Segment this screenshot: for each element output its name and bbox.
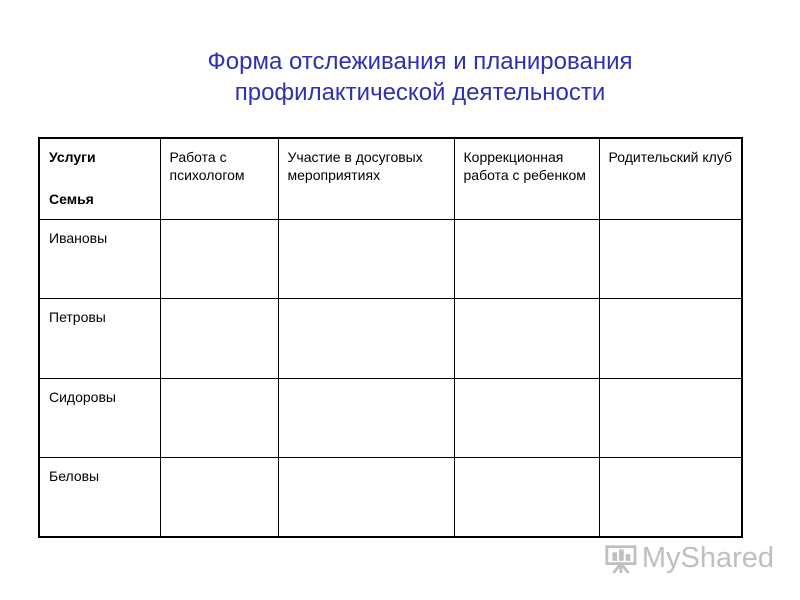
table-row <box>39 219 742 298</box>
column-header-correctional-work: Коррекционная работа с ребенком <box>454 138 599 219</box>
table-row <box>39 299 742 378</box>
table-cell <box>160 378 278 457</box>
column-header-psychologist: Работа с психологом <box>160 138 278 219</box>
table-cell <box>599 299 742 378</box>
table-cell <box>599 378 742 457</box>
table-cell <box>454 299 599 378</box>
family-label: Семья <box>49 191 94 207</box>
table-cell <box>160 299 278 378</box>
title-line-1: Форма отслеживания и планирования <box>207 48 633 75</box>
table-cell <box>160 219 278 298</box>
corner-header-cell <box>39 138 160 219</box>
family-name-cell: Сидоровы <box>39 378 160 457</box>
table-cell <box>454 458 599 537</box>
table-cell <box>278 378 454 457</box>
watermark-text: MyShared <box>641 541 774 574</box>
column-header-parent-club: Родительский клуб <box>599 138 742 219</box>
page-title <box>120 46 720 108</box>
table-row <box>39 458 742 537</box>
tracking-table <box>38 137 743 538</box>
table-row <box>39 378 742 457</box>
watermark-logo <box>604 538 774 578</box>
table-cell <box>278 458 454 537</box>
title-line-2: профилактической деятельности <box>234 79 606 106</box>
services-label: Услуги <box>49 149 96 165</box>
table-cell <box>278 219 454 298</box>
presentation-board-icon <box>604 540 638 576</box>
table-cell <box>599 219 742 298</box>
family-name-cell: Ивановы <box>39 219 160 298</box>
family-name-cell: Петровы <box>39 299 160 378</box>
table-cell <box>454 378 599 457</box>
table-cell <box>599 458 742 537</box>
family-name-cell: Беловы <box>39 458 160 537</box>
table-header-row <box>39 138 742 219</box>
table-cell <box>160 458 278 537</box>
table-cell <box>278 299 454 378</box>
column-header-leisure-events: Участие в досуговых мероприятиях <box>278 138 454 219</box>
table-cell <box>454 219 599 298</box>
